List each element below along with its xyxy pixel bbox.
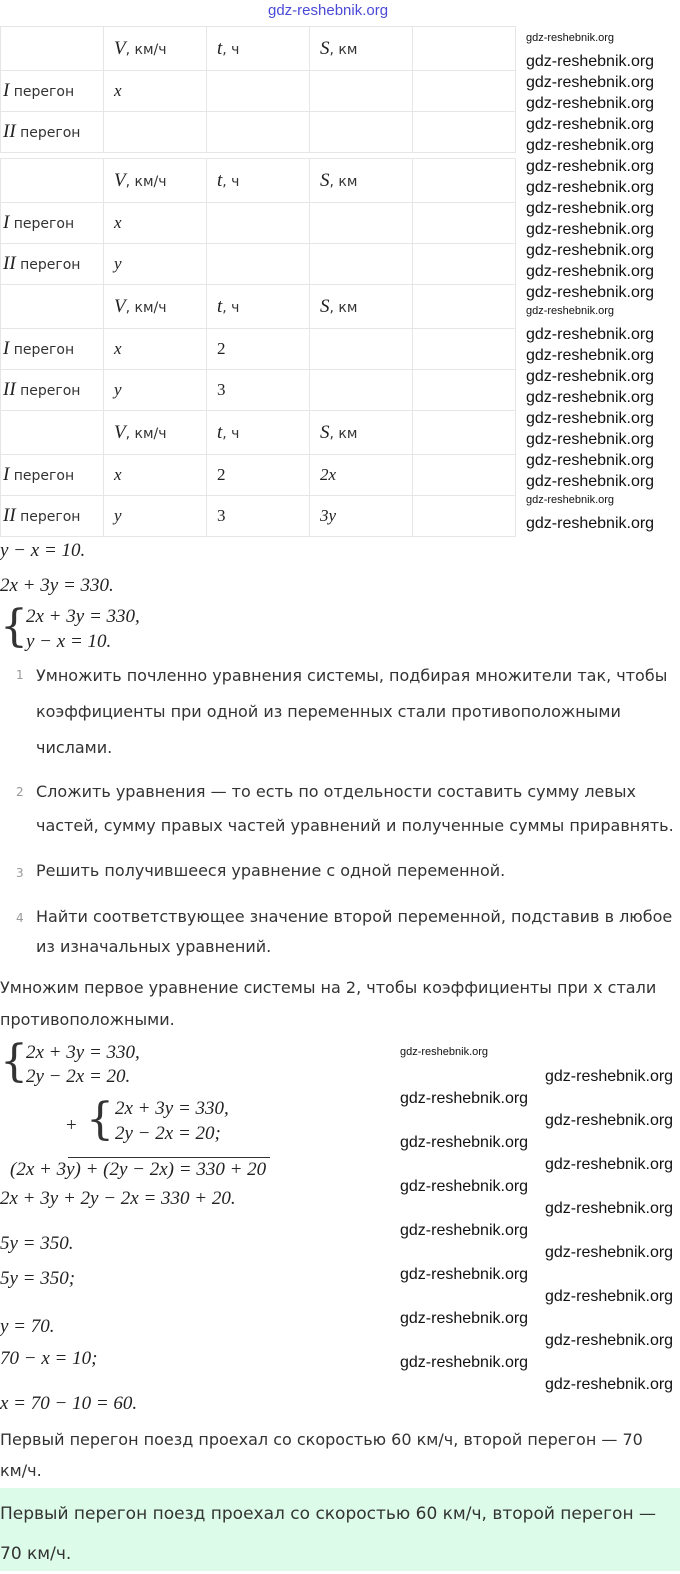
table-row bbox=[1, 112, 516, 153]
watermark: gdz-reshebnik.org bbox=[545, 1244, 674, 1261]
calc-line: x = 70 − 10 = 60. bbox=[0, 1393, 138, 1414]
system-brace: { bbox=[0, 1036, 28, 1087]
header-speed: V, км/ч bbox=[104, 411, 207, 455]
watermark: gdz-reshebnik.org bbox=[400, 1090, 529, 1107]
table-cell bbox=[310, 329, 413, 370]
watermark: gdz-reshebnik.org bbox=[526, 179, 655, 196]
header-distance: S, км bbox=[310, 411, 413, 455]
row-label: II перегон bbox=[1, 496, 104, 537]
empty-cell bbox=[413, 455, 516, 496]
empty-cell bbox=[413, 285, 516, 329]
watermark: gdz-reshebnik.org bbox=[545, 1112, 674, 1129]
empty-cell bbox=[413, 159, 516, 203]
watermark: gdz-reshebnik.org bbox=[526, 347, 655, 364]
watermark: gdz-reshebnik.org bbox=[526, 473, 655, 490]
table-row bbox=[1, 455, 516, 496]
calc-line: 5y = 350. bbox=[0, 1233, 74, 1254]
watermark: gdz-reshebnik.org bbox=[526, 431, 655, 448]
system3-line2: 2y − 2x = 20; bbox=[115, 1123, 221, 1144]
system2-line2: 2y − 2x = 20. bbox=[26, 1066, 131, 1087]
table-row bbox=[1, 496, 516, 537]
watermark: gdz-reshebnik.org bbox=[545, 1200, 674, 1217]
watermark: gdz-reshebnik.org bbox=[400, 1046, 489, 1058]
table-cell bbox=[207, 203, 310, 244]
watermark: gdz-reshebnik.org bbox=[545, 1156, 674, 1173]
table-cell bbox=[310, 244, 413, 285]
empty-cell bbox=[413, 496, 516, 537]
table-header-row bbox=[1, 411, 516, 455]
table-cell bbox=[310, 203, 413, 244]
table-cell: 3 bbox=[207, 496, 310, 537]
table-header-row bbox=[1, 159, 516, 203]
step-text: Решить получившееся уравнение с одной переменной. bbox=[36, 861, 506, 880]
sum-line bbox=[68, 1157, 270, 1158]
watermark: gdz-reshebnik.org bbox=[545, 1332, 674, 1349]
table-cell: x bbox=[104, 329, 207, 370]
header-speed: V, км/ч bbox=[104, 159, 207, 203]
watermark: gdz-reshebnik.org bbox=[545, 1288, 674, 1305]
row-label: I перегон bbox=[1, 455, 104, 496]
step-number: 2 bbox=[16, 785, 24, 799]
watermark: gdz-reshebnik.org bbox=[526, 452, 655, 469]
watermark: gdz-reshebnik.org bbox=[400, 1354, 529, 1371]
empty-cell bbox=[1, 285, 104, 329]
empty-cell bbox=[413, 71, 516, 112]
watermark: gdz-reshebnik.org bbox=[526, 410, 655, 427]
watermark: gdz-reshebnik.org bbox=[526, 284, 655, 301]
table-cell: 3 bbox=[207, 370, 310, 411]
table-cell: x bbox=[104, 203, 207, 244]
equation-2: 2x + 3y = 330. bbox=[0, 575, 114, 596]
table-header-row bbox=[1, 285, 516, 329]
speed-table bbox=[0, 26, 516, 153]
step-text: Найти соответствующее значение второй переменной, подставив в любое из изначальных уравнений. bbox=[36, 907, 673, 956]
watermark: gdz-reshebnik.org bbox=[526, 158, 655, 175]
header-time: t, ч bbox=[207, 159, 310, 203]
empty-cell bbox=[1, 411, 104, 455]
table-cell: y bbox=[104, 496, 207, 537]
answer-box bbox=[0, 1488, 680, 1571]
header-speed: V, км/ч bbox=[104, 285, 207, 329]
watermark: gdz-reshebnik.org bbox=[526, 95, 655, 112]
watermark: gdz-reshebnik.org bbox=[526, 74, 655, 91]
table-cell bbox=[310, 370, 413, 411]
step-number: 3 bbox=[16, 866, 24, 880]
speed-table bbox=[0, 410, 516, 537]
conclusion-text: Первый перегон поезд проехал со скоростью 60 км/ч, второй перегон — 70 км/ч. bbox=[0, 1430, 643, 1480]
empty-cell bbox=[413, 329, 516, 370]
system2-line1: 2x + 3y = 330, bbox=[26, 1042, 140, 1063]
watermark: gdz-reshebnik.org bbox=[526, 137, 655, 154]
header-distance: S, км bbox=[310, 27, 413, 71]
row-label: I перегон bbox=[1, 71, 104, 112]
watermark: gdz-reshebnik.org bbox=[526, 326, 655, 343]
empty-cell bbox=[413, 244, 516, 285]
row-label: II перегон bbox=[1, 244, 104, 285]
empty-cell bbox=[413, 27, 516, 71]
speed-table bbox=[0, 158, 516, 285]
watermark: gdz-reshebnik.org bbox=[400, 1134, 529, 1151]
header-time: t, ч bbox=[207, 285, 310, 329]
answer-text: Первый перегон поезд проехал со скоростью 60 км/ч, второй перегон — 70 км/ч. bbox=[0, 1504, 656, 1564]
row-label: II перегон bbox=[1, 112, 104, 153]
step-text: Сложить уравнения — то есть по отдельности составить сумму левых частей, сумму правых частей уравнений и полученные суммы приравнять. bbox=[36, 782, 674, 835]
table-row bbox=[1, 329, 516, 370]
table-cell: y bbox=[104, 370, 207, 411]
watermark: gdz-reshebnik.org bbox=[526, 242, 655, 259]
step-text: Умножить почленно уравнения системы, подбирая множители так, чтобы коэффициенты при одной из переменных стали противоположными числами. bbox=[36, 666, 668, 757]
table-header-row bbox=[1, 27, 516, 71]
table-cell bbox=[207, 112, 310, 153]
table-cell: 2x bbox=[310, 455, 413, 496]
header-time: t, ч bbox=[207, 411, 310, 455]
table-row bbox=[1, 244, 516, 285]
empty-cell bbox=[413, 370, 516, 411]
watermark: gdz-reshebnik.org bbox=[526, 368, 655, 385]
empty-cell bbox=[413, 203, 516, 244]
table-cell: x bbox=[104, 455, 207, 496]
table-cell bbox=[310, 112, 413, 153]
calc-line: (2x + 3y) + (2y − 2x) = 330 + 20 bbox=[10, 1159, 267, 1180]
table-cell: x bbox=[104, 71, 207, 112]
watermark: gdz-reshebnik.org bbox=[400, 1178, 529, 1195]
table-cell bbox=[310, 71, 413, 112]
watermark: gdz-reshebnik.org bbox=[526, 515, 655, 532]
header-time: t, ч bbox=[207, 27, 310, 71]
watermark: gdz-reshebnik.org bbox=[526, 263, 655, 280]
watermark: gdz-reshebnik.org bbox=[400, 1266, 529, 1283]
calc-line: 2x + 3y + 2y − 2x = 330 + 20. bbox=[0, 1188, 236, 1209]
row-label: I перегон bbox=[1, 329, 104, 370]
watermark: gdz-reshebnik.org bbox=[526, 305, 615, 317]
watermark: gdz-reshebnik.org bbox=[526, 200, 655, 217]
watermark: gdz-reshebnik.org bbox=[526, 221, 655, 238]
watermark: gdz-reshebnik.org bbox=[526, 53, 655, 70]
system-brace: { bbox=[0, 601, 28, 652]
system1-line1: 2x + 3y = 330, bbox=[26, 606, 140, 627]
table-cell bbox=[104, 112, 207, 153]
system3-line1: 2x + 3y = 330, bbox=[115, 1098, 229, 1119]
watermark: gdz-reshebnik.org bbox=[526, 494, 615, 506]
table-row bbox=[1, 203, 516, 244]
calc-line: 70 − x = 10; bbox=[0, 1348, 98, 1369]
watermark: gdz-reshebnik.org bbox=[526, 116, 655, 133]
header-distance: S, км bbox=[310, 159, 413, 203]
watermark: gdz-reshebnik.org bbox=[526, 389, 655, 406]
watermark: gdz-reshebnik.org bbox=[400, 1222, 529, 1239]
row-label: I перегон bbox=[1, 203, 104, 244]
table-cell: 3y bbox=[310, 496, 413, 537]
explanation-text: Умножим первое уравнение системы на 2, чтобы коэффициенты при x стали противоположными. bbox=[0, 978, 657, 1029]
calc-line: y = 70. bbox=[0, 1316, 55, 1337]
header-speed: V, км/ч bbox=[104, 27, 207, 71]
calc-line: 5y = 350; bbox=[0, 1268, 76, 1289]
plus-sign: + bbox=[66, 1115, 77, 1136]
watermark: gdz-reshebnik.org bbox=[400, 1310, 529, 1327]
empty-cell bbox=[413, 112, 516, 153]
empty-cell bbox=[1, 27, 104, 71]
system1-line2: y − x = 10. bbox=[26, 631, 112, 652]
empty-cell bbox=[1, 159, 104, 203]
step-number: 4 bbox=[16, 911, 24, 925]
step-number: 1 bbox=[16, 668, 24, 682]
watermark: gdz-reshebnik.org bbox=[545, 1068, 674, 1085]
empty-cell bbox=[413, 411, 516, 455]
system-brace: { bbox=[86, 1094, 114, 1145]
equation-1: y − x = 10. bbox=[0, 540, 86, 561]
table-cell: y bbox=[104, 244, 207, 285]
header-distance: S, км bbox=[310, 285, 413, 329]
table-row bbox=[1, 71, 516, 112]
site-header-link[interactable]: gdz-reshebnik.org bbox=[268, 2, 389, 19]
table-row bbox=[1, 370, 516, 411]
watermark: gdz-reshebnik.org bbox=[545, 1376, 674, 1393]
watermark: gdz-reshebnik.org bbox=[526, 32, 615, 44]
table-cell bbox=[207, 71, 310, 112]
table-cell: 2 bbox=[207, 329, 310, 370]
table-cell: 2 bbox=[207, 455, 310, 496]
table-cell bbox=[207, 244, 310, 285]
row-label: II перегон bbox=[1, 370, 104, 411]
speed-table bbox=[0, 284, 516, 411]
